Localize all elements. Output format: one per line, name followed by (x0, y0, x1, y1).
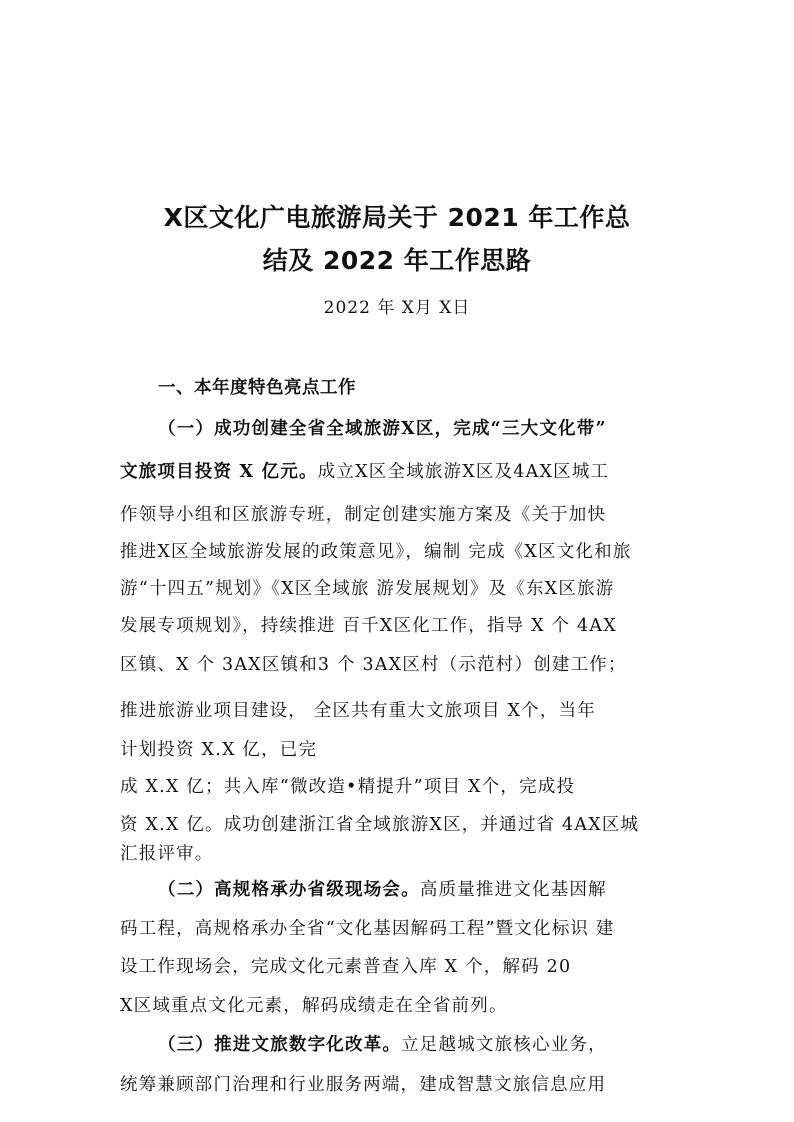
item-1-body-line: 汇报评审。 (120, 844, 214, 864)
item-2-line-1 (158, 876, 607, 901)
item-2-body-line: 码工程，高规格承办全省“文化基因解码工程”暨文化标识 建 (120, 919, 615, 939)
item-1-line-2 (120, 458, 609, 483)
document-title-line-2: 结及 2022 年工作思路 (262, 246, 532, 275)
item-1-body-line: 推进X区全域旅游发展的政策意见》，编制 完成《X区文化和旅 (120, 542, 632, 562)
item-2-body-line: 设工作现场会，完成文化元素普查入库 X 个，解码 20 (120, 957, 572, 977)
item-3-line-1 (158, 1031, 607, 1056)
document-title-line-1: X区文化广电旅游局关于 2021 年工作总 (163, 203, 631, 232)
item-1-title-line-1: （一）成功创建全省全域旅游X区，完成“三大文化带” (158, 419, 607, 439)
item-3-body-line: 统筹兼顾部门治理和行业服务两端，建成智慧文旅信息应用 (120, 1075, 607, 1095)
item-3-title: （三）推进文旅数字化改革。 (158, 1035, 402, 1055)
item-1-body-line: 资 X.X 亿。成功创建浙江省全域旅游X区，并通过省 4AX区城 (120, 815, 640, 835)
item-3-line-1-rest: 立足越城文旅核心业务， (401, 1035, 607, 1055)
item-2-line-1-rest: 高质量推进文化基因解 (419, 880, 607, 900)
item-1-body-line: 推进旅游业项目建设， 全区共有重大文旅项目 X个，当年 (120, 701, 596, 721)
document-date: 2022 年 X月 X日 (323, 298, 471, 318)
item-1-body-line: 作领导小组和区旅游专班，制定创建实施方案及《关于加快 (120, 505, 607, 525)
item-1-line-2-rest: 成立X区全域旅游X区及4AX区城工 (317, 462, 610, 482)
item-1-title-line-2: 文旅项目投资 X 亿元。 (120, 462, 318, 482)
item-1-body-line: 区镇、X 个 3AX区镇和3 个 3AX区村（示范村）创建工作； (120, 655, 627, 675)
item-1-body-line: 成 X.X 亿；共入库“微改造•精提升”项目 X个，完成投 (120, 777, 576, 797)
section-heading: 一、本年度特色亮点工作 (158, 378, 356, 398)
item-2-title: （二）高规格承办省级现场会。 (158, 880, 420, 900)
item-2-body-line: X区域重点文化元素，解码成绩走在全省前列。 (120, 996, 508, 1016)
item-1-body-line: 计划投资 X.X 亿，已完 (120, 740, 318, 760)
item-1-body-line: 发展专项规划》，持续推进 百千X区化工作，指导 X 个 4AX (120, 616, 617, 636)
item-1-body-line: 游“十四五”规划》《X区全域旅 游发展规划》及《东X区旅游 (120, 579, 615, 599)
